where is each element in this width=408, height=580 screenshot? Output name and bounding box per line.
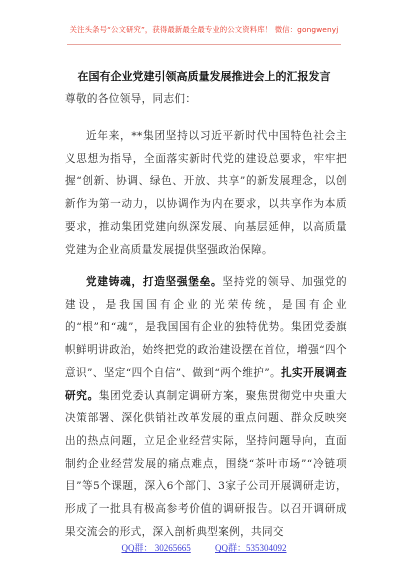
- paragraph-2: [65, 271, 347, 543]
- paragraph-2-heading: 党建铸魂，打造坚强堡垒。: [86, 276, 223, 288]
- paragraph-2-subheading: 扎实开展调查研究。: [65, 366, 347, 402]
- paragraph-1: 近年来，**集团坚持以习近平新时代中国特色社会主义思想为指导，全面落实新时代党的建设总要求，牢牢把握“创新、协调、绿色、开放、共享”的新发展理念，以创新作为第一动力，以协调作为内在要求，以共享作为本质要求，推动集团党建向纵深发展、向基层延伸，以高质量党建为企业高质量发展提供坚强政治保障。: [65, 130, 347, 256]
- footer-qq-group-2[interactable]: QQ群：535304092: [215, 543, 287, 553]
- paragraph-2-text-1: 坚持党的领导、加强党的建设，是我国国有企业的光荣传统，是国有企业的“根”和“魂”，是我国国有企业的独特优势。集团党委旗帜鲜明讲政治，始终把党的政治建设摆在首位，增强“四个意识”、坚定“四个自信”、做到“两个维护”。: [65, 276, 347, 379]
- document-title: 在国有企业党建引领高质量发展推进会上的汇报发言: [77, 70, 331, 83]
- salutation: 尊敬的各位领导，同志们：: [65, 93, 197, 105]
- header-divider: [67, 44, 341, 45]
- footer: [0, 541, 408, 554]
- paragraph-2-text-2: 集团党委认真制定调研方案，聚焦贯彻党中央重大决策部署、深化供销社改革发展的重点问题、群众反映突出的热点问题，立足企业经营实际，坚持问题导向，直面制约企业经营发展的痛点难点，围绕“茶叶市场”“冷链项目”等5个课题，深入6个部门、3家子公司开展调研走访，形成了一批具有极高参考价值的调研报告。以召开调研成果交流会的形式，深入剖析典型案例，共同交: [65, 389, 347, 538]
- header-banner: 关注头条号“公文研究”，获得最新最全最专业的公文资料库！ 微信：gongwenyj: [69, 25, 339, 34]
- footer-qq-group-1[interactable]: QQ群： 30265665: [121, 543, 191, 553]
